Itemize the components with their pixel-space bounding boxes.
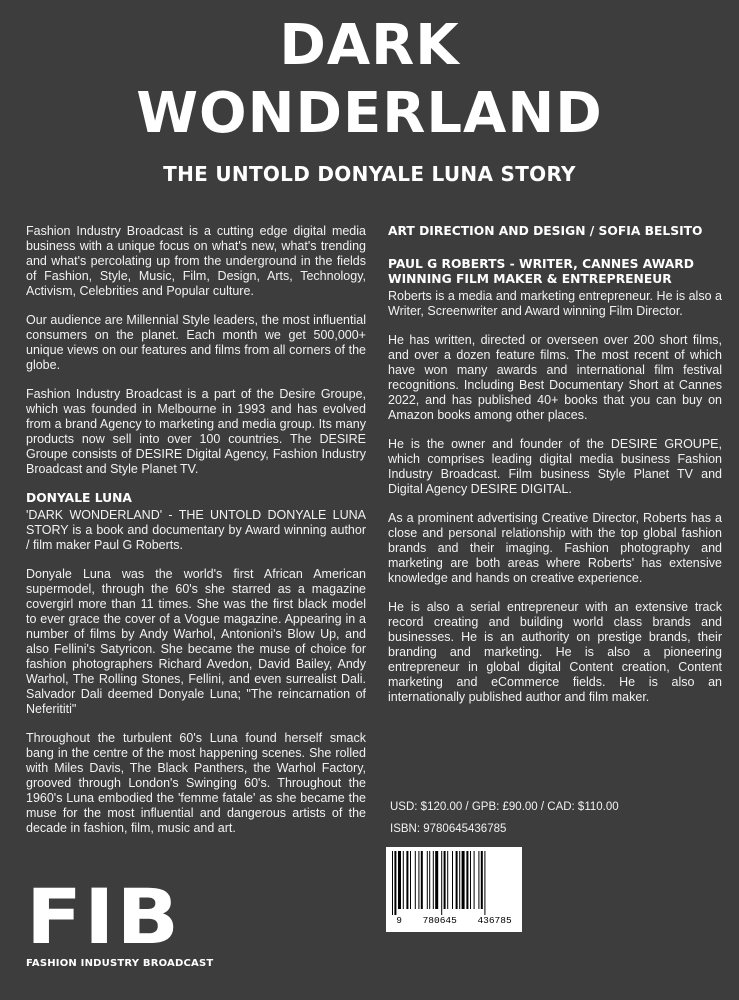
barcode-digit-left: 780645 — [422, 915, 457, 926]
fib-logo — [26, 874, 216, 970]
fib-logo-mark: FIB — [26, 874, 182, 962]
fib-logo-tagline: FASHION INDUSTRY BROADCAST — [26, 958, 214, 969]
fib-intro-paragraph: Fashion Industry Broadcast is a cutting edge digital media business with a unique focus on what's new, what's trending and what's percolating up from the underground in the fields of Fashion, Style, Music, Film, Design, Arts, Technology, Activism, Celebrities and Popular culture. — [26, 224, 366, 298]
author-heading: PAUL G ROBERTS - WRITER, CANNES AWARD WINNING FILM MAKER & ENTREPRENEUR — [388, 257, 694, 286]
author-creative-paragraph: As a prominent advertising Creative Director, Roberts has a close and personal relationship with the top global fashion brands and their imaging. Fashion photography and marketing are both areas where Roberts' has extensive knowledge and hands on creative experience. — [388, 511, 722, 585]
author-desire-paragraph: He is the owner and founder of the DESIRE GROUPE, which comprises leading digital media business Fashion Industry Broadcast. Film business Style Planet TV and Digital Agency DESIRE DIGITAL. — [388, 437, 722, 496]
left-column — [26, 224, 366, 850]
luna-bio-paragraph: Donyale Luna was the world's first African American supermodel, through the 60's she starred as a magazine covergirl more than 11 times. She was the first black model to ever grace the cover of a Vogue magazine. Appearing in a number of films by Andy Warhol, Antonioni's Blow Up, and also Fellini's Satyricon. She became the muse of choice for fashion photographers Richard Avedon, David Bailey, Andy Warhol, The Rolling Stones, Fellini, and even surrealist Dali. Salvador Dali deemed Donyale Luna; "The reincarnation of Neferititi" — [26, 567, 366, 716]
donyale-luna-heading: DONYALE LUNA — [26, 491, 132, 505]
title-line-1: DARK — [279, 13, 460, 78]
price-line: USD: $120.00 / GPB: £90.00 / CAD: $110.00 — [390, 801, 619, 813]
author-intro-paragraph: Roberts is a media and marketing entrepreneur. He is also a Writer, Screenwriter and Award winning Film Director. — [388, 289, 722, 318]
barcode-digit-lead: 9 — [396, 915, 402, 926]
book-intro-paragraph: 'DARK WONDERLAND' - THE UNTOLD DONYALE LUNA STORY is a book and documentary by Award winning author / film maker Paul G Roberts. — [26, 508, 366, 552]
art-direction-credit: ART DIRECTION AND DESIGN / SOFIA BELSITO — [388, 224, 703, 238]
subtitle: THE UNTOLD DONYALE LUNA STORY — [163, 162, 576, 186]
author-entrepreneur-paragraph: He is also a serial entrepreneur with an extensive track record creating and building world class brands and businesses. He is an authority on prestige brands, their branding and marketing. He is also a pioneering entrepreneur in global digital Content creation, Content marketing and eCommerce fields. He is also an internationally published author and film maker. — [388, 600, 722, 704]
title-line-2: WONDERLAND — [136, 81, 603, 146]
author-films-paragraph: He has written, directed or overseen over 200 short films, and over a dozen feature films. The most recent of which have won many awards and international film festival recognitions. Including Best Documentary Short at Cannes 2022, and has published 40+ books that you can buy on Amazon books among other places. — [388, 333, 722, 422]
desire-groupe-paragraph: Fashion Industry Broadcast is a part of the Desire Groupe, which was founded in Melbourne in 1993 and has evolved from a brand Agency to marketing and media group. Its many products now sell into over 100 countries. The DESIRE Groupe consists of DESIRE Digital Agency, Fashion Industry Broadcast and Style Planet TV. — [26, 387, 366, 476]
right-column — [388, 224, 722, 719]
audience-paragraph: Our audience are Millennial Style leaders, the most influential consumers on the planet. Each month we get 500,000+ unique views on our features and films from all corners of the globe. — [26, 313, 366, 372]
luna-sixties-paragraph: Throughout the turbulent 60's Luna found herself smack bang in the centre of the most happening scenes. She rolled with Miles Davis, The Black Panthers, the Warhol Factory, grooved through London's Swinging 60's. Throughout the 1960's Luna embodied the 'femme fatale' as she became the muse for the most influential and dangerous artists of the decade in fashion, film, music and art. — [26, 731, 366, 835]
barcode — [386, 847, 522, 932]
barcode-digits — [386, 915, 522, 926]
barcode-bars — [390, 851, 518, 915]
barcode-digit-right: 436785 — [477, 915, 512, 926]
isbn-line: ISBN: 9780645436785 — [390, 823, 507, 835]
